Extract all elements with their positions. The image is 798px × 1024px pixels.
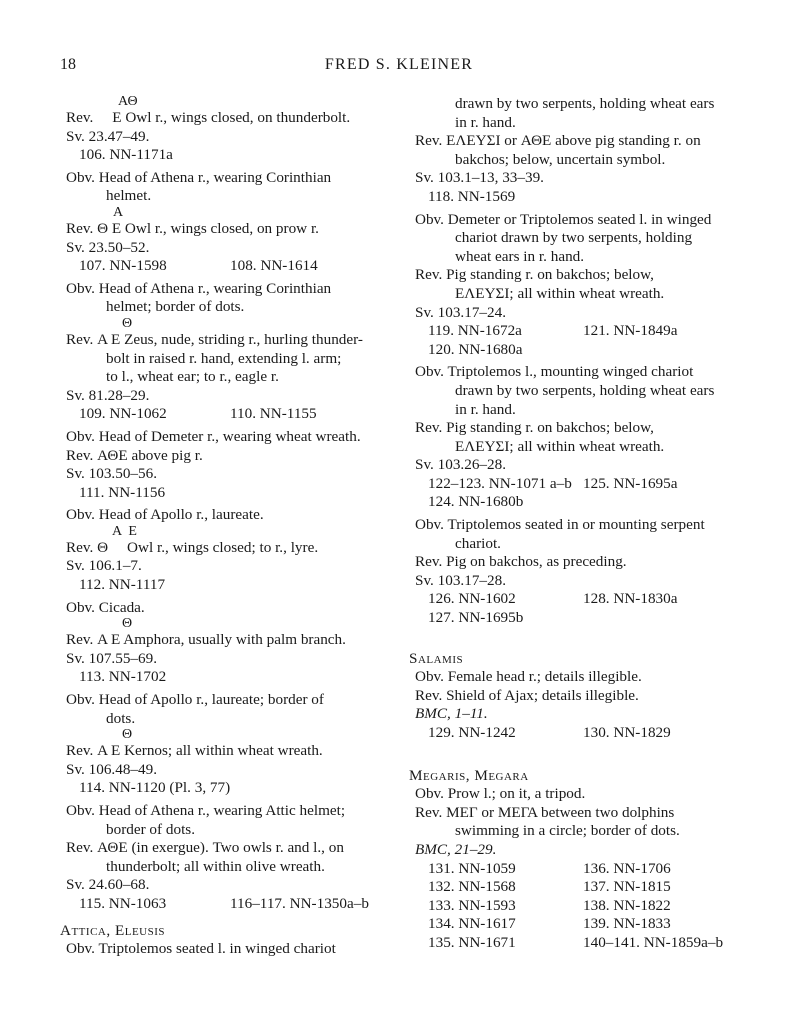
catalog-number: 129. NN-1242	[428, 724, 516, 741]
obv-line: Obv. Triptolemos l., mounting winged chariot	[415, 363, 694, 381]
rev-line-cont: bakchos; below, uncertain symbol.	[455, 150, 666, 168]
catalog-number: 139. NN-1833	[583, 915, 671, 933]
catalog-number: 137. NN-1815	[583, 878, 671, 896]
rev-line: Rev. Α E Kernos; all within wheat wreath.	[66, 742, 323, 760]
monogram: Α Ε	[112, 523, 137, 539]
catalog-number: 138. NN-1822	[583, 896, 671, 914]
catalog-number: 135. NN-1671	[428, 933, 516, 951]
page-number: 18	[60, 56, 76, 73]
rev-line-cont: to l., wheat ear; to r., eagle r.	[106, 368, 279, 386]
catalog-number: 121. NN-1849a	[583, 322, 678, 340]
catalog-number: 133. NN-1593	[428, 896, 516, 914]
catalog-pair	[415, 860, 737, 879]
obv-line-cont: drawn by two serpents, holding wheat ears	[455, 95, 715, 112]
reference	[415, 841, 737, 860]
rev-line-cont: ΕΛΕΥΣΙ; all within wheat wreath.	[455, 437, 665, 455]
obv-line-cont: in r. hand.	[455, 113, 516, 131]
rev-line: Rev. Α E Zeus, nude, striding r., hurling thunder-	[66, 330, 363, 348]
rev-line: Rev. Shield of Ajax; details illegible.	[415, 686, 639, 704]
obv-line-cont: helmet.	[106, 187, 152, 205]
catalog-pair	[66, 405, 388, 424]
catalog-number: 112. NN-1117	[79, 576, 166, 594]
rev-line: Rev. Pig standing r. on bakchos; below,	[415, 266, 654, 284]
obv-line: Obv. Head of Apollo r., laureate.	[66, 506, 264, 524]
catalog-number: 130. NN-1829	[583, 724, 671, 741]
rev-line: Rev. Θ Owl r., wings closed; to r., lyre.	[66, 538, 319, 556]
rev-line: Rev. ΕΛΕΥΣΙ or ΑΘΕ above pig standing r. on	[415, 132, 701, 150]
obv-line: Obv. Head of Athena r., wearing Corinthian	[66, 168, 332, 186]
catalog-number: 115. NN-1063	[79, 894, 167, 912]
monogram: Α	[113, 204, 124, 220]
catalog-pair	[415, 934, 737, 953]
obv-line: Obv. Head of Demeter r., wearing wheat wreath.	[66, 427, 361, 445]
rev-line: Rev. ΑΘΕ above pig r.	[66, 446, 203, 464]
catalog-number: 110. NN-1155	[230, 405, 317, 423]
catalog-number: 125. NN-1695a	[583, 474, 678, 492]
rev-line-cont: ΕΛΕΥΣΙ; all within wheat wreath.	[455, 284, 665, 302]
catalog-pair	[415, 322, 737, 341]
monogram: Θ	[122, 727, 133, 743]
reference: Sv. 24.60–68.	[66, 876, 150, 894]
catalog-number: 124. NN-1680b	[428, 493, 524, 511]
reference: Sv. 103.17–24.	[415, 303, 506, 321]
catalog-number: 134. NN-1617	[428, 915, 516, 933]
bmc-reference: BMC, 1–11.	[415, 705, 488, 723]
catalog-number: 119. NN-1672a	[428, 322, 522, 340]
catalog-pair	[415, 724, 737, 743]
reference: Sv. 106.48–49.	[66, 760, 157, 778]
rev-line: Rev. Pig standing r. on bakchos; below,	[415, 419, 654, 437]
obv-line: Obv. Triptolemos seated in or mounting serpent	[415, 516, 705, 534]
catalog-pair	[415, 915, 737, 934]
catalog-number: 114. NN-1120 (Pl. 3, 77)	[79, 779, 231, 797]
rev-line-cont: thunderbolt; all within olive wreath.	[106, 857, 325, 875]
catalog-number: 111. NN-1156	[79, 483, 166, 501]
obv-line-cont: drawn by two serpents, holding wheat ears	[455, 381, 715, 399]
rev-line: Rev. E Owl r., wings closed, on thunderbolt.	[66, 109, 351, 126]
reference: Sv. 23.47–49.	[66, 127, 150, 145]
catalog-number: 107. NN-1598	[79, 257, 167, 275]
catalog-number: 140–141. NN-1859a–b	[583, 933, 724, 951]
obv-line-cont: helmet; border of dots.	[106, 298, 245, 316]
reference: Sv. 103.1–13, 33–39.	[415, 169, 544, 187]
rev-line: Rev. ΜΕΓ or ΜΕΓΑ between two dolphins	[415, 803, 675, 821]
obv-line: Obv. Triptolemos seated l. in winged chariot	[66, 940, 336, 958]
catalog-number: 127. NN-1695b	[428, 609, 524, 627]
catalog-number: 131. NN-1059	[428, 859, 516, 877]
monogram: Θ	[122, 616, 133, 632]
catalog-pair	[66, 895, 388, 914]
catalog-number: 109. NN-1062	[79, 405, 167, 423]
reference: Sv. 81.28–29.	[66, 386, 150, 404]
rev-line-cont: swimming in a circle; border of dots.	[455, 822, 680, 840]
obv-line: Obv. Prow l.; on it, a tripod.	[415, 785, 586, 803]
reference	[415, 705, 737, 724]
reference: Sv. 23.50–52.	[66, 238, 150, 256]
catalog-number: 136. NN-1706	[583, 859, 671, 877]
rev-line: Rev. ΑΘΕ (in exergue). Two owls r. and l., on	[66, 839, 344, 857]
catalog-number: 116–117. NN-1350a–b	[230, 894, 369, 912]
obv-line: Obv. Cicada.	[66, 598, 145, 616]
obv-line: Obv. Head of Athena r., wearing Attic helmet;	[66, 802, 346, 819]
left-column	[60, 94, 388, 959]
catalog-pair	[415, 475, 737, 494]
catalog-number: 128. NN-1830a	[583, 590, 678, 608]
obv-line-cont: wheat ears in r. hand.	[455, 247, 585, 265]
catalog-number: 132. NN-1568	[428, 878, 516, 896]
page-header	[0, 56, 798, 80]
monogram: ΑΘ	[118, 94, 138, 109]
obv-line: Obv. Head of Apollo r., laureate; border of	[66, 691, 324, 709]
obv-line: Obv. Female head r.; details illegible.	[415, 668, 642, 686]
obv-line-cont: border of dots.	[106, 820, 195, 838]
catalog-number: 113. NN-1702	[79, 668, 167, 686]
catalog-pair	[66, 257, 388, 276]
catalog-number: 126. NN-1602	[428, 590, 516, 608]
catalog-pair	[415, 878, 737, 897]
monogram: Θ	[122, 315, 133, 331]
catalog-number: 122–123. NN-1071 a–b	[428, 474, 572, 492]
reference: Sv. 107.55–69.	[66, 649, 157, 667]
rev-line: Rev. Θ E Owl r., wings closed, on prow r.	[66, 219, 319, 237]
catalog-pair	[415, 897, 737, 916]
catalog-number: 118. NN-1569	[428, 187, 516, 205]
obv-line-cont: chariot drawn by two serpents, holding	[455, 229, 693, 247]
reference: Sv. 106.1–7.	[66, 557, 142, 575]
section-heading: Salamis	[409, 649, 464, 667]
reference: Sv. 103.26–28.	[415, 456, 506, 474]
catalog-number: 120. NN-1680a	[428, 340, 523, 358]
section-heading: Megaris, Megara	[409, 766, 529, 784]
rev-line: Rev. Pig on bakchos, as preceding.	[415, 553, 627, 571]
reference: Sv. 103.50–56.	[66, 465, 157, 483]
bmc-reference: BMC, 21–29.	[415, 840, 497, 858]
obv-line: Obv. Head of Athena r., wearing Corinthian	[66, 279, 332, 297]
running-title: FRED S. KLEINER	[324, 56, 474, 73]
obv-line-cont: in r. hand.	[455, 400, 516, 418]
catalog-pair	[415, 590, 737, 609]
obv-line-cont: dots.	[106, 709, 136, 727]
catalog-number: 106. NN-1171a	[79, 146, 173, 164]
reference: Sv. 103.17–28.	[415, 571, 506, 589]
obv-line-cont: chariot.	[455, 534, 501, 552]
obv-line: Obv. Demeter or Triptolemos seated l. in winged	[415, 210, 712, 228]
rev-line: Rev. Α E Amphora, usually with palm branch.	[66, 631, 346, 649]
section-heading: Attica, Eleusis	[60, 921, 166, 939]
catalog-number: 108. NN-1614	[230, 257, 318, 275]
right-column	[409, 95, 737, 953]
rev-line-cont: bolt in raised r. hand, extending l. arm;	[106, 349, 342, 367]
